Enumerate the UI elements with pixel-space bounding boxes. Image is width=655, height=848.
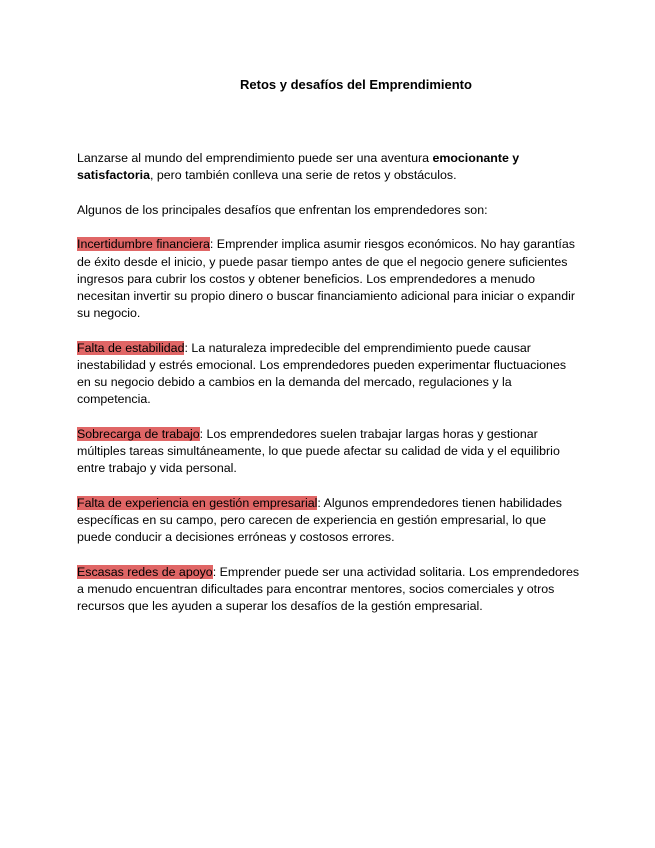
intro-text-after: , pero también conlleva una serie de retos y obstáculos. bbox=[150, 168, 457, 183]
challenge-description: : Emprender implica asumir riesgos económicos. No hay garantías de éxito desde el inicio, y puede pasar tiempo antes de que el negocio genere suficientes ingresos para cubrir los costos y obtener beneficios. Los emprendedores a menudo necesitan invertir su propio dinero o buscar financiamiento adicional para iniciar o expandir su negocio. bbox=[77, 237, 575, 321]
challenge-paragraph-support bbox=[77, 564, 583, 616]
challenge-description: : Los emprendedores suelen trabajar largas horas y gestionar múltiples tareas simultáneamente, lo que puede afectar su calidad de vida y el equilibrio entre trabajo y vida personal. bbox=[77, 427, 560, 476]
challenge-paragraph-workload bbox=[77, 426, 583, 478]
document-title: Retos y desafíos del Emprendimiento bbox=[240, 77, 472, 92]
challenge-paragraph-management bbox=[77, 495, 583, 547]
challenge-description: : Algunos emprendedores tienen habilidades específicas en su campo, pero carecen de experiencia en gestión empresarial, lo que puede conducir a decisiones erróneas y costosos errores. bbox=[77, 496, 562, 545]
challenge-term-highlight: Falta de experiencia en gestión empresarial bbox=[77, 496, 318, 510]
challenge-term-highlight: Falta de estabilidad bbox=[77, 340, 185, 355]
document-body bbox=[77, 150, 583, 633]
challenge-description: : Emprender puede ser una actividad solitaria. Los emprendedores a menudo encuentran dificultades para encontrar mentores, socios comerciales y otros recursos que les ayuden a superar los desafíos de la gestión empresarial. bbox=[77, 565, 580, 614]
challenge-description: : La naturaleza impredecible del emprendimiento puede causar inestabilidad y estrés emocional. Los emprendedores pueden experimentar fluctuaciones en su negocio debido a cambios en la demanda del mercado, regulaciones y la competencia. bbox=[77, 340, 567, 407]
intro-paragraph bbox=[77, 150, 583, 184]
challenge-paragraph-financial bbox=[77, 236, 583, 322]
challenge-term-highlight: Sobrecarga de trabajo bbox=[77, 427, 200, 441]
challenge-term-highlight: Incertidumbre financiera bbox=[77, 237, 210, 252]
intro-emphasis: emocionante y satisfactoria bbox=[77, 151, 520, 183]
challenge-paragraph-stability bbox=[77, 340, 583, 409]
lead-paragraph: Algunos de los principales desafíos que enfrentan los emprendedores son: bbox=[77, 202, 488, 217]
challenge-term-highlight: Escasas redes de apoyo bbox=[77, 565, 213, 579]
intro-text-before: Lanzarse al mundo del emprendimiento puede ser una aventura bbox=[77, 151, 433, 165]
